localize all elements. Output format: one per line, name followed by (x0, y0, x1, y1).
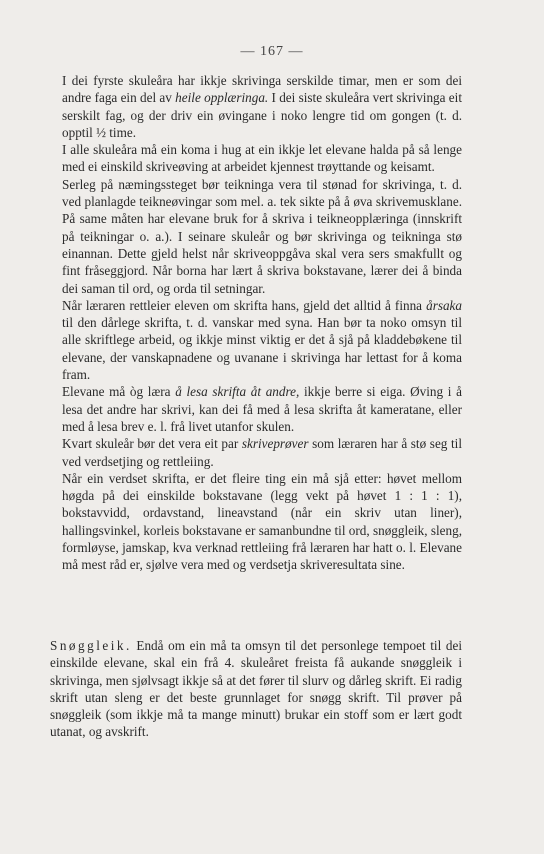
section-heading: Snøggleik. (50, 638, 132, 653)
paragraph: Når ein verdset skrifta, er det fleire ting ein må sjå etter: høvet mellom høgda på dei einskilde bokstavane (legg vekt på høvet 1 : 1 : 1), bokstavvidd, ordavstand, lineavstand (når ein skriv utan liner), hallingsvinkel, korleis bokstavane er samanbundne til ord, snøggleik, sleng, formløyse, jamskap, kva verknad rettleiing frå læraren har hatt o. l. Elevane må mest råd er, sjølve vera med og verdsetja skriveresultata sine. (62, 470, 462, 573)
paragraph (62, 72, 462, 141)
page-number: — 167 — (240, 44, 304, 59)
section-snoggleik (50, 637, 462, 741)
emphasis: årsaka (426, 297, 462, 313)
paragraph: I alle skuleåra må ein koma i hug at ein ikkje let elevane halda på så lenge med ei einskild skriveøving at arbeidet kjennest trøyttande og keisamt. (62, 142, 462, 175)
paragraph: Serleg på næmingssteget bør teikninga vera til stønad for skrivinga, t. d. ved planlagde teikneøvingar som mel. a. tek sikte på å øva skrivemusklane. På same måten har elevane bruk for å skriva i teikneopplæringa (innskrift på teikningar o. a.). I seinare skuleår og bør skrivinga og teikninga stø einannan. Dette gjeld helst når skriveoppgåva skal vera sers smakfullt og fint fråseggjord. Når borna har lært å skriva bokstavane, lærer dei å binda dei saman til ord, og orda til setningar. (62, 176, 462, 296)
emphasis: heile opplæringa. (175, 90, 269, 106)
text-run: ikkje berre si eiga. Øving i å lesa det andre har skrivi, kan dei få med å lesa skrifta åt kameratane, eller med å lesa brev e. l. frå livet utanfor skulen. (62, 384, 462, 434)
text-run: Elevane må òg læra (62, 384, 176, 400)
text-run: til den dårlege skrifta, t. d. vanskar med syna. Han bør ta noko omsyn til alle skriftlege arbeid, og ikkje minst viktig er det å sjå på kladdebøkene til elevane, der vanskapnadene og uvanane i skrivinga har lettast for å koma fram. (62, 315, 462, 383)
emphasis: skriveprøver (241, 436, 309, 452)
paragraph (62, 435, 462, 470)
text-run: som læraren har å stø seg til ved verdsetjing og rettleiing. (62, 436, 462, 469)
text-run: Endå om ein må ta omsyn til det personlege tempoet til dei einskilde elevane, skal ein frå 4. skuleåret freista få aukande snøggleik i skrivinga, men sjølvsagt ikkje så at det fører til slurv og dårleg skrift. Ei radig skrift utan sleng er det beste grunnlaget for snøgg skrift. Til prøver på snøggleik (som ikkje må ta mange minutt) brukar ein stoff som er lært godt utanat, og avskrift. (50, 638, 462, 740)
paragraph (62, 297, 462, 383)
paragraph (50, 637, 462, 741)
paragraph (62, 383, 462, 435)
text-run: I dei fyrste skuleåra har ikkje skrivinga serskilde timar, men er som dei andre faga ein del av (62, 73, 462, 106)
text-run: Kvart skuleår bør det vera eit par (62, 436, 242, 452)
body-text (62, 72, 462, 574)
text-run: Når læraren rettleier eleven om skrifta hans, gjeld det alltid å finna (62, 297, 427, 313)
emphasis: å lesa skrifta åt andre, (175, 384, 300, 400)
text-run: I dei siste skuleåra vert skrivinga eit serskilt fag, og der driv ein øvingane i noko lengre tid om gongen (t. d. opptil ½ time. (62, 90, 462, 140)
